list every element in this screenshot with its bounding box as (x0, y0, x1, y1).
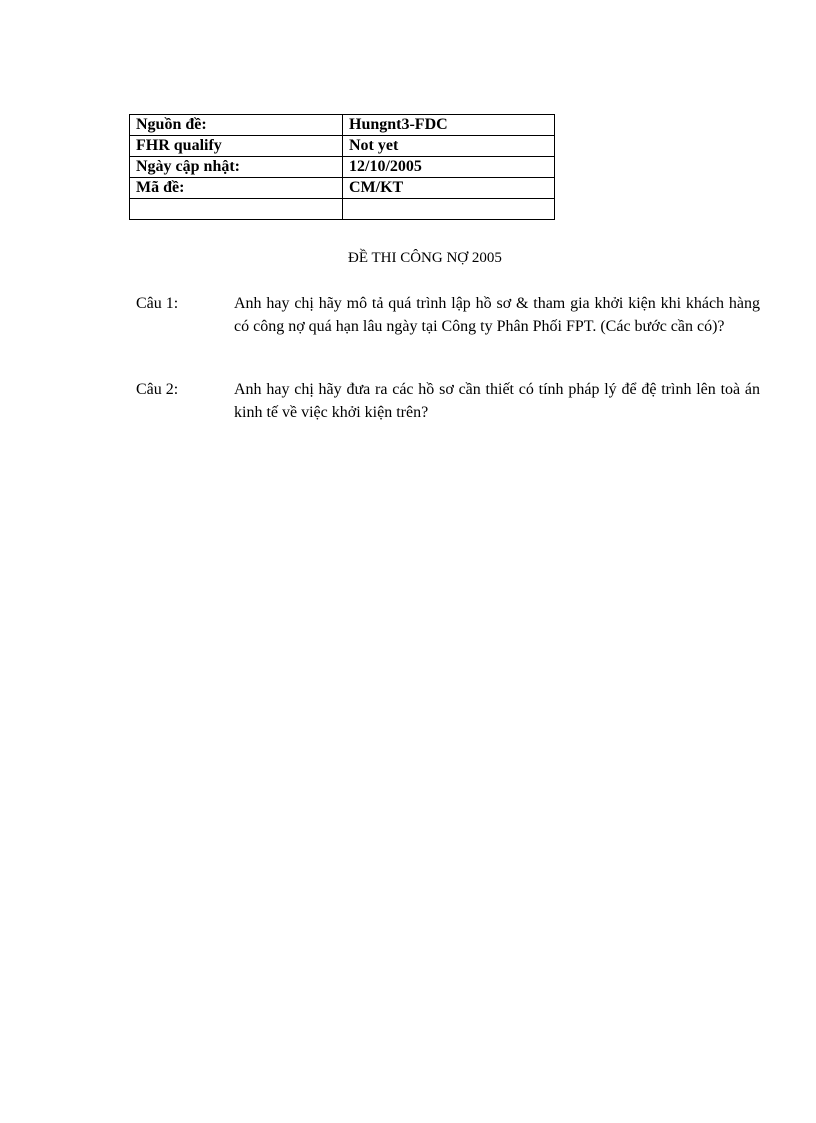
table-row (130, 136, 555, 157)
info-value: 12/10/2005 (343, 157, 555, 178)
document-title: ĐỀ THI CÔNG NỢ 2005 (348, 250, 502, 266)
exam-info-table (129, 114, 555, 220)
info-label: Mã đề: (130, 178, 343, 199)
question-label: Câu 2: (136, 381, 179, 398)
table-row (130, 157, 555, 178)
info-label: FHR qualify (130, 136, 343, 157)
table-row (130, 115, 555, 136)
info-label: Nguồn đề: (130, 115, 343, 136)
info-value: CM/KT (343, 178, 555, 199)
table-row-empty (130, 199, 555, 220)
info-value (343, 199, 555, 220)
info-label: Ngày cập nhật: (130, 157, 343, 178)
info-label (130, 199, 343, 220)
question-text: Anh hay chị hãy mô tả quá trình lập hồ sơ & tham gia khởi kiện khi khách hàng có công nợ quá hạn lâu ngày tại Công ty Phân Phối FPT. (Các bước cần có)? (234, 295, 760, 335)
question-label: Câu 1: (136, 295, 179, 312)
info-value: Not yet (343, 136, 555, 157)
table-row (130, 178, 555, 199)
info-value: Hungnt3-FDC (343, 115, 555, 136)
question-text: Anh hay chị hãy đưa ra các hồ sơ cần thiết có tính pháp lý để đệ trình lên toà án kinh tế về việc khởi kiện trên? (234, 381, 760, 421)
